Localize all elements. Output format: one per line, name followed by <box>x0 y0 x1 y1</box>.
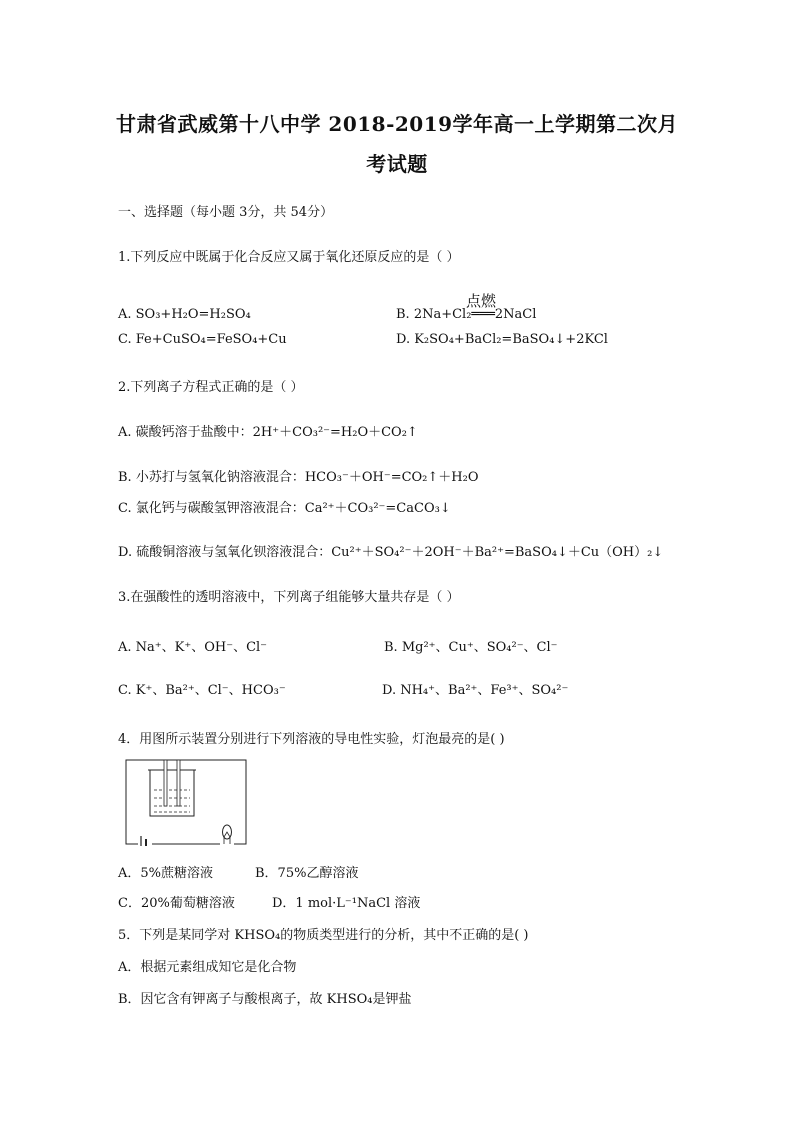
q1-option-a: A. SO₃+H₂O=H₂SO₄ <box>118 307 251 322</box>
section-heading: 一、选择题（每小题 3分，共 54分） <box>118 205 334 220</box>
q4-option-d: D．1 mol·L⁻¹NaCl 溶液 <box>272 896 421 911</box>
q5-option-a: A．根据元素组成知它是化合物 <box>118 960 297 975</box>
q2-option-d: D. 硫酸铜溶液与氢氧化钡溶液混合：Cu²⁺＋SO₄²⁻＋2OH⁻＋Ba²⁺=BaSO₄↓＋Cu（OH）₂↓ <box>118 545 664 560</box>
q2-stem: 2.下列离子方程式正确的是（ ） <box>118 380 304 395</box>
q2-option-a: A. 碳酸钙溶于盐酸中：2H⁺＋CO₃²⁻=H₂O＋CO₂↑ <box>118 425 418 440</box>
q5-option-b: B．因它含有钾离子与酸根离子，故 KHSO₄是钾盐 <box>118 992 412 1007</box>
conductivity-apparatus-diagram <box>124 758 248 846</box>
q1-stem: 1.下列反应中既属于化合反应又属于氧化还原反应的是（ ） <box>118 250 460 265</box>
q3-option-d: D. NH₄⁺、Ba²⁺、Fe³⁺、SO₄²⁻ <box>382 683 569 698</box>
beaker <box>150 770 194 816</box>
q1-option-c: C. Fe+CuSO₄=FeSO₄+Cu <box>118 332 287 347</box>
electrode-left <box>164 760 167 806</box>
q5-stem: 5．下列是某同学对 KHSO₄的物质类型进行的分析，其中不正确的是( ) <box>118 928 529 943</box>
q4-option-c: C．20%葡萄糖溶液 <box>118 896 235 911</box>
doc-title-line-2: 考试题 <box>366 152 428 176</box>
q4-option-b: B．75%乙醇溶液 <box>255 866 359 881</box>
q3-option-c: C. K⁺、Ba²⁺、Cl⁻、HCO₃⁻ <box>118 683 286 698</box>
electrode-right <box>177 760 180 806</box>
q3-option-a: A. Na⁺、K⁺、OH⁻、Cl⁻ <box>118 640 268 655</box>
q1-option-b-condition: 点燃 <box>466 292 497 310</box>
q3-option-b: B. Mg²⁺、Cu⁺、SO₄²⁻、Cl⁻ <box>384 640 558 655</box>
q4-option-a: A．5%蔗糖溶液 <box>118 866 214 881</box>
q2-option-b: B. 小苏打与氢氧化钠溶液混合：HCO₃⁻＋OH⁻=CO₂↑＋H₂O <box>118 470 479 485</box>
q2-option-c: C. 氯化钙与碳酸氢钾溶液混合：Ca²⁺＋CO₃²⁻=CaCO₃↓ <box>118 501 451 516</box>
q1-option-b: B. 2Na+Cl₂═══2NaCl <box>396 307 537 322</box>
doc-title-line-1: 甘肃省武威第十八中学 2018-2019学年高一上学期第二次月 <box>115 112 679 136</box>
q3-stem: 3.在强酸性的透明溶液中，下列离子组能够大量共存是（ ） <box>118 590 460 605</box>
q1-option-d: D. K₂SO₄+BaCl₂=BaSO₄↓+2KCl <box>396 332 608 347</box>
q4-stem: 4．用图所示装置分别进行下列溶液的导电性实验，灯泡最亮的是( ) <box>118 732 505 747</box>
